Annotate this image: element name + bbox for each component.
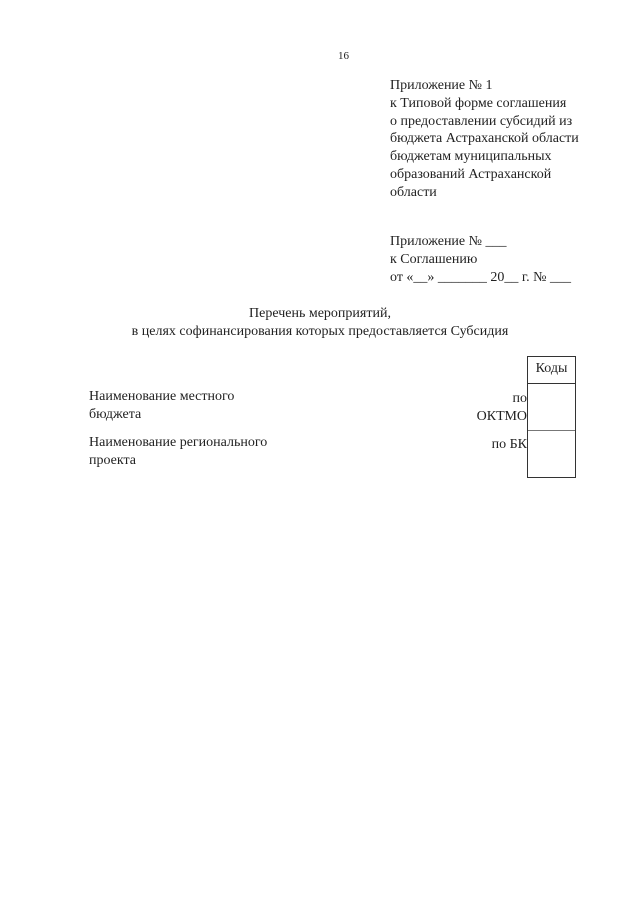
agreement-line: от «__» _______ 20__ г. № ___ [390,269,571,285]
regional-project-label [89,434,267,470]
appendix-header [390,77,579,202]
appendix-line: к Типовой форме соглашения [390,95,567,111]
label-line: Наименование регионального [89,435,268,450]
appendix-line: бюджета Астраханской области [390,131,579,147]
code-label-line: по [512,391,527,406]
appendix-line: области [390,184,437,200]
page-number: 16 [338,50,349,62]
oktmo-code-cell[interactable] [528,384,575,431]
bk-code-cell[interactable] [528,431,575,477]
code-label-line: ОКТМО [476,408,527,424]
title-line-2: в целях софинансирования которых предоставляется Субсидия [131,323,509,339]
local-budget-label [89,388,234,424]
label-line: проекта [89,452,136,468]
codes-table [527,356,576,478]
code-label-line: по БК [491,437,527,452]
title-line-1: Перечень мероприятий, [249,306,391,321]
agreement-line: Приложение № ___ [390,234,507,249]
oktmo-code-label [477,390,527,426]
agreement-header [390,233,571,286]
appendix-line: о предоставлении субсидий из [390,113,573,129]
appendix-line: бюджетам муниципальных [390,149,552,165]
label-line: Наименование местного [89,389,235,404]
agreement-line: к Соглашению [390,251,478,267]
appendix-line: образований Астраханской [390,166,552,182]
document-title [0,305,640,340]
bk-code-label [492,436,527,454]
label-line: бюджета [89,406,142,422]
codes-header: Коды [528,357,575,384]
appendix-line: Приложение № 1 [390,78,493,93]
